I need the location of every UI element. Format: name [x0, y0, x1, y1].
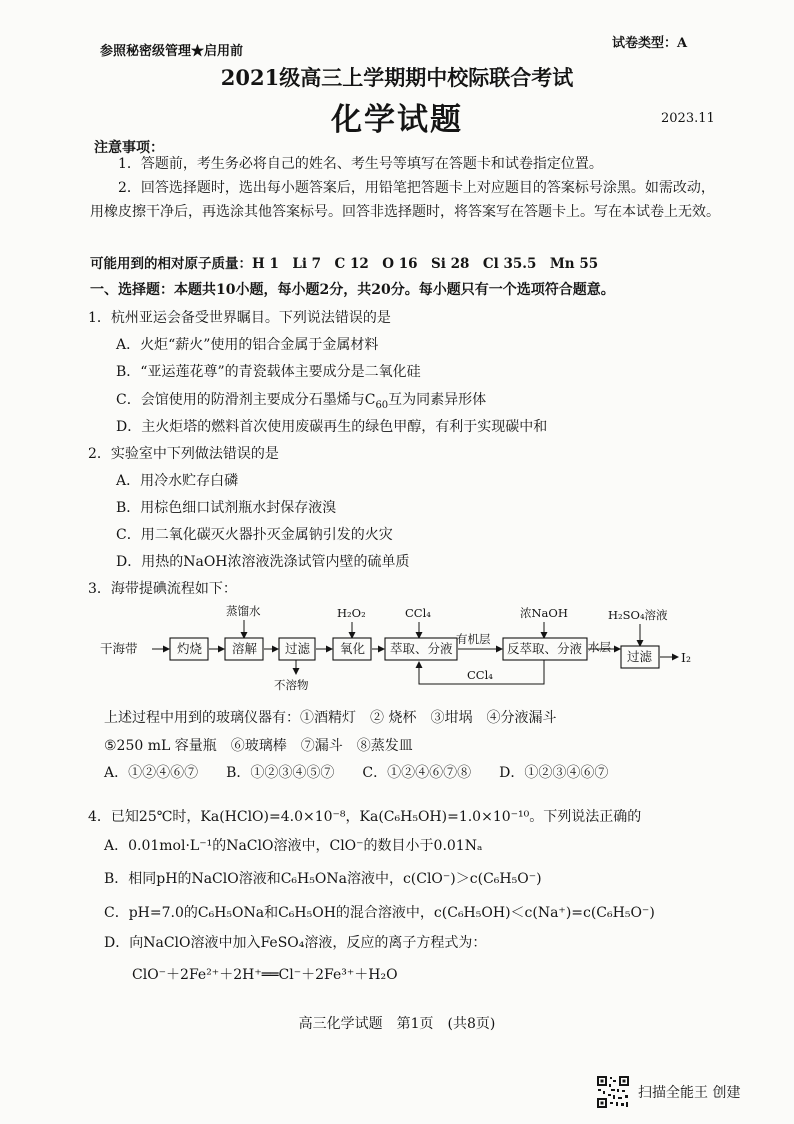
flow-step-extract: 萃取、分液 [390, 641, 453, 656]
flow-reagent-ccl4: CCl₄ [405, 606, 431, 620]
flow-step-burn: 灼烧 [177, 641, 203, 656]
subject-title: 化学试题 [331, 102, 463, 138]
exam-name: 2021级高三上学期期中校际联合考试 [220, 65, 574, 90]
q4-equation: ClO⁻＋2Fe²⁺＋2H⁺══Cl⁻＋2Fe³⁺＋H₂O [132, 967, 398, 983]
q3-instruments-1: 上述过程中用到的玻璃仪器有：①酒精灯 ② 烧杯 ③坩埚 ④分液漏斗 [104, 710, 557, 726]
scanner-watermark [596, 1075, 740, 1109]
flow-reagent-h2o2: H₂O₂ [337, 606, 366, 620]
q4-stem: 4．已知25℃时，Ka(HClO)=4.0×10⁻⁸，Ka(C₆H₅OH)=1.0×10⁻¹⁰。下列说法正确的 [88, 809, 642, 825]
q1-option-c-sub: 60 [375, 399, 389, 411]
q2-stem: 2．实验室中下列做法错误的是 [88, 446, 279, 462]
q1-option-a: A．火炬“薪火”使用的铝合金属于金属材料 [116, 337, 379, 353]
flow-reagent-water: 蒸馏水 [226, 604, 261, 618]
q3-stem: 3．海带提碘流程如下： [88, 581, 237, 597]
flow-step-final-filter: 过滤 [627, 649, 653, 664]
flow-start: 干海带 [100, 641, 138, 656]
q2-option-c: C．用二氧化碳灭火器扑灭金属钠引发的火灾 [116, 527, 393, 543]
atomic-masses: 可能用到的相对原子质量：H 1 Li 7 C 12 O 16 Si 28 Cl 35.5 Mn 55 [90, 256, 599, 272]
q4-option-d: D．向NaClO溶液中加入FeSO₄溶液，反应的离子方程式为： [104, 935, 487, 951]
scanner-watermark-text: 扫描全能王 创建 [638, 1085, 741, 1101]
q4-option-a: A．0.01mol·L⁻¹的NaClO溶液中，ClO⁻的数目小于0.01Nₐ [104, 838, 483, 854]
flow-reagent-naoh: 浓NaOH [520, 606, 568, 620]
flow-recycle-ccl4: CCl₄ [467, 668, 493, 682]
seaweed-iodine-flowchart [100, 602, 700, 694]
q1-option-d: D．主火炬塔的燃料首次使用废碳再生的绿色甲醇，有利于实现碳中和 [116, 419, 548, 435]
exam-date: 2023.11 [661, 111, 715, 126]
q3-instruments-2: ⑤250 mL 容量瓶 ⑥玻璃棒 ⑦漏斗 ⑧蒸发皿 [104, 738, 413, 754]
confidential-label: 参照秘密级管理★启用前 [100, 44, 244, 59]
flow-product: I₂ [681, 650, 691, 665]
notice-title: 注意事项： [94, 140, 164, 156]
q1-stem: 1．杭州亚运会备受世界瞩目。下列说法错误的是 [88, 310, 391, 326]
q4-option-c: C．pH=7.0的C₆H₅ONa和C₆H₅OH的混合溶液中，c(C₆H₅OH)＜c(Na⁺)=c(C₆H₅O⁻) [104, 905, 655, 921]
q2-option-a: A．用冷水贮存白磷 [116, 473, 239, 489]
q3-options: A．①②④⑥⑦ B．①②③④⑤⑦ C．①②④⑥⑦⑧ D．①②③④⑥⑦ [104, 765, 609, 781]
flow-step-oxidize: 氧化 [340, 641, 366, 656]
flow-reagent-h2so4: H₂SO₄溶液 [608, 608, 668, 622]
q1-option-c-post: 互为同素异形体 [388, 392, 487, 408]
q1-option-c-pre: C．会馆使用的防滑剂主要成分石墨烯与C [116, 392, 376, 408]
flow-step-dissolve: 溶解 [232, 641, 258, 656]
qr-code-icon [596, 1075, 630, 1109]
flow-step-filter: 过滤 [285, 641, 311, 656]
flow-residue: 不溶物 [274, 678, 309, 692]
flow-water-layer: 水层 [588, 640, 611, 654]
paper-type-label: 试卷类型：A [612, 36, 688, 51]
q1-option-b: B．“亚运莲花尊”的青瓷载体主要成分是二氧化硅 [116, 364, 421, 380]
flow-organic-layer: 有机层 [456, 632, 491, 646]
flow-step-back-extract: 反萃取、分液 [507, 641, 583, 656]
notice-item-1: 1．答题前，考生务必将自己的姓名、考生号等填写在答题卡和试卷指定位置。 [118, 156, 603, 172]
notice-item-2: 2．回答选择题时，选出每小题答案后，用铅笔把答题卡上对应题目的答案标号涂黑。如需改动，用橡皮擦干净后，再选涂其他答案标号。回答非选择题时，将答案写在答题卡上。写在本试卷上无效。 [90, 180, 720, 220]
q2-option-d: D．用热的NaOH浓溶液洗涤试管内壁的硫单质 [116, 554, 410, 570]
q1-option-c [116, 389, 486, 411]
page-footer: 高三化学试题 第1页 (共8页) [298, 1016, 496, 1032]
q2-option-b: B．用棕色细口试剂瓶水封保存液溴 [116, 500, 337, 516]
q4-option-b: B．相同pH的NaClO溶液和C₆H₅ONa溶液中，c(ClO⁻)＞c(C₆H₅O⁻) [104, 871, 542, 887]
section-one-heading: 一、选择题：本题共10小题，每小题2分，共20分。每小题只有一个选项符合题意。 [90, 282, 615, 298]
